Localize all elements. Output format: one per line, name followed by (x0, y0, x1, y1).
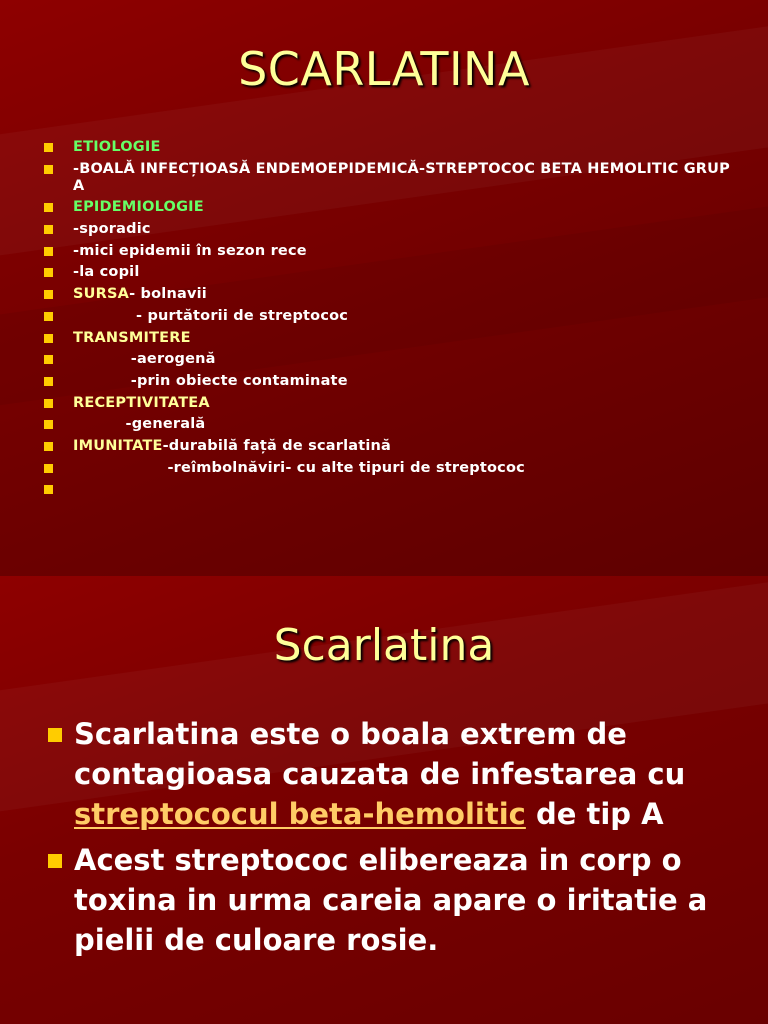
item-text: -generală (73, 416, 206, 433)
section-heading: IMUNITATE (73, 437, 163, 454)
square-bullet-icon (44, 420, 53, 429)
section-heading: ETIOLOGIE (73, 139, 161, 155)
section-heading: SURSA (73, 286, 130, 303)
square-bullet-icon (44, 464, 53, 473)
list-item (46, 840, 736, 960)
list-item (44, 330, 744, 347)
list-item (44, 438, 744, 455)
square-bullet-icon (44, 442, 53, 451)
paragraph-text: de tip A (525, 797, 664, 831)
bullet-list (44, 139, 744, 481)
square-bullet-icon (48, 728, 62, 742)
item-text: -prin obiecte contaminate (73, 372, 348, 389)
slide-title: SCARLATINA (238, 42, 530, 96)
paragraph-text: Scarlatina este o boala extrem de contagioasa cauzata de infestarea cu (74, 717, 686, 791)
item-text: -aerogenă (73, 351, 216, 368)
list-item (44, 139, 744, 156)
list-item (44, 286, 744, 303)
square-bullet-icon (44, 312, 53, 321)
square-bullet-icon (44, 290, 53, 299)
list-item (44, 161, 744, 195)
square-bullet-icon (44, 143, 53, 152)
section-heading: RECEPTIVITATEA (73, 394, 210, 411)
list-item (44, 416, 744, 433)
square-bullet-icon (44, 268, 53, 277)
list-item (44, 243, 744, 260)
square-bullet-icon (44, 247, 53, 256)
square-bullet-icon (44, 355, 53, 364)
item-text: -durabilă față de scarlatină (162, 437, 392, 454)
section-heading: TRANSMITERE (73, 329, 191, 346)
item-text: - purtătorii de streptococ (73, 307, 349, 324)
item-text: -mici epidemii în sezon rece (73, 242, 307, 259)
square-bullet-icon (44, 377, 53, 386)
list-item (44, 221, 744, 238)
list-item (44, 395, 744, 412)
list-item (44, 308, 744, 325)
item-text: -reîmbolnăviri- cu alte tipuri de streptococ (73, 459, 525, 476)
square-bullet-icon (44, 485, 53, 494)
list-item (44, 373, 744, 390)
list-item (46, 714, 736, 834)
item-text: -sporadic (73, 221, 151, 238)
square-bullet-icon (44, 399, 53, 408)
item-text: -BOALĂ INFECȚIOASĂ ENDEMOEPIDEMICĂ-STREPTOCOC BETA HEMOLITIC GRUP A (73, 160, 736, 194)
list-item (44, 264, 744, 281)
square-bullet-icon (44, 165, 53, 174)
square-bullet-icon (44, 203, 53, 212)
square-bullet-icon (44, 334, 53, 343)
slide-2 (0, 576, 768, 1024)
item-text: - bolnavii (129, 286, 207, 303)
square-bullet-icon (44, 225, 53, 234)
list-item (44, 460, 744, 477)
streptococcus-link[interactable]: streptococul beta-hemolitic (74, 797, 526, 831)
slide-title: Scarlatina (273, 620, 495, 671)
square-bullet-icon (48, 854, 62, 868)
section-heading: EPIDEMIOLOGIE (73, 199, 204, 216)
list-item (44, 199, 744, 216)
list-item (44, 351, 744, 368)
bullet-list (46, 714, 736, 966)
item-text: -la copil (73, 264, 140, 281)
paragraph-text: Acest streptococ elibereaza in corp o toxina in urma careia apare o iritatie a pielii de culoare rosie. (74, 843, 708, 957)
